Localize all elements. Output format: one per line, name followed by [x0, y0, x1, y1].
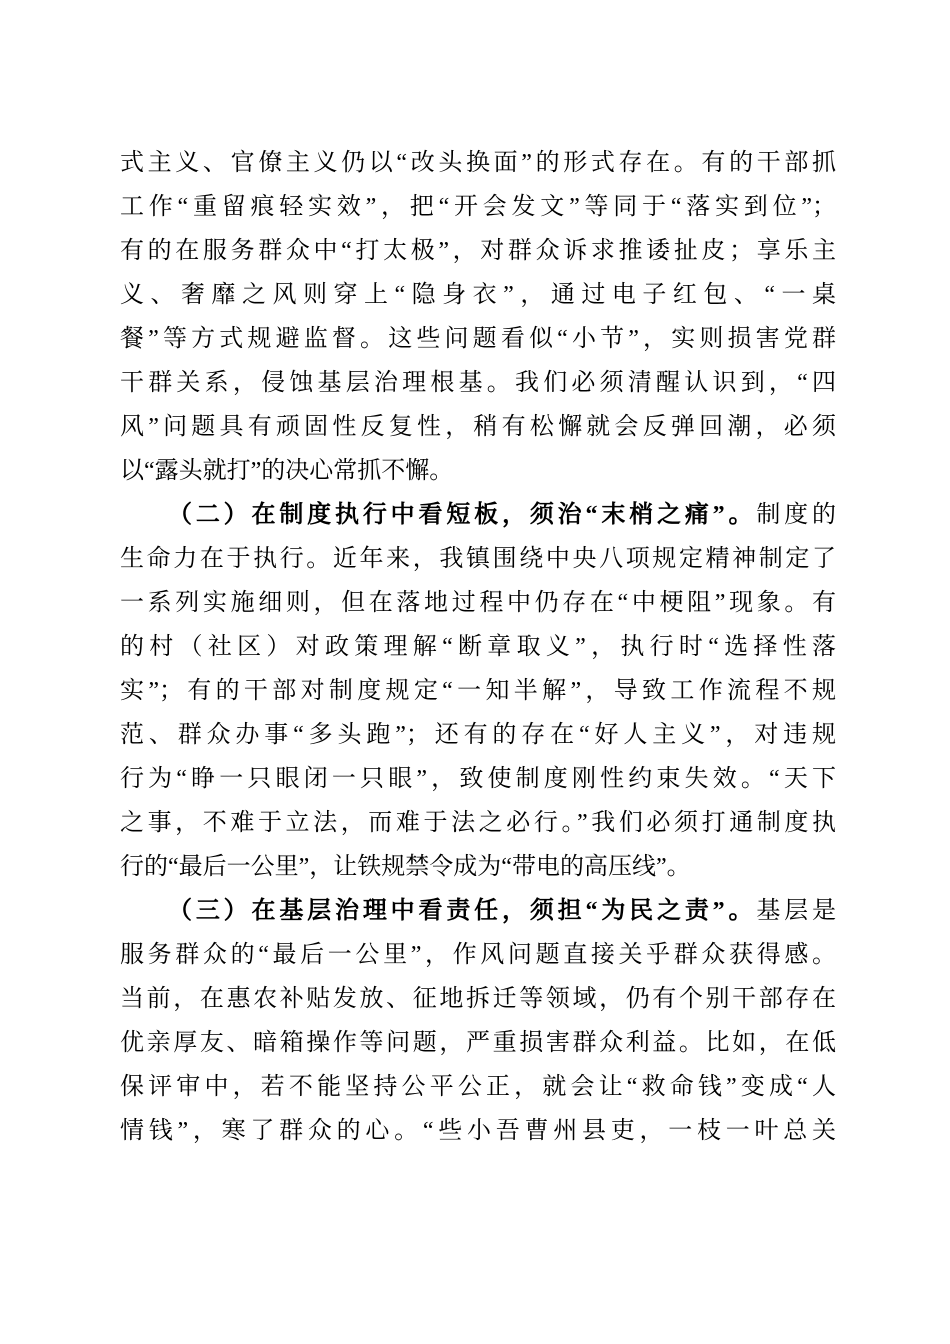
body-text: 行为“睁一只眼闭一只眼”，致使制度刚性约束失效。“天下	[120, 766, 836, 792]
para-section-three-line-1	[120, 889, 836, 933]
para-section-two-line-1	[120, 493, 836, 537]
body-text: 之事，不难于立法，而难于法之必行。”我们必须打通制度执	[120, 810, 836, 836]
para-section-two-line-7	[120, 757, 836, 801]
body-text: 一系列实施细则，但在落地过程中仍存在“中梗阻”现象。有	[120, 590, 836, 616]
para-four-winds-line-7	[120, 405, 836, 449]
para-section-two-line-3	[120, 581, 836, 625]
para-four-winds-line-4	[120, 273, 836, 317]
para-section-two-line-5	[120, 669, 836, 713]
body-text: 义、奢靡之风则穿上“隐身衣”，通过电子红包、“一桌	[120, 282, 836, 308]
body-text: 工作“重留痕轻实效”，把“开会发文”等同于“落实到位”；	[120, 194, 836, 220]
para-four-winds-line-8	[120, 449, 836, 493]
body-text: 实”；有的干部对制度规定“一知半解”，导致工作流程不规	[120, 678, 836, 704]
body-text: 餐”等方式规避监督。这些问题看似“小节”，实则损害党群	[120, 326, 836, 352]
body-text: 情钱”，寒了群众的心。“些小吾曹州县吏，一枝一叶总关	[120, 1118, 836, 1144]
body-text: 的村（社区）对政策理解“断章取义”，执行时“选择性落	[120, 634, 836, 660]
para-four-winds-line-6	[120, 361, 836, 405]
body-text: 范、群众办事“多头跑”；还有的存在“好人主义”，对违规	[120, 722, 836, 748]
body-text: 干群关系，侵蚀基层治理根基。我们必须清醒认识到，“四	[120, 370, 836, 396]
body-text: 基层是	[756, 898, 836, 924]
para-section-three-line-3	[120, 977, 836, 1021]
body-text: 优亲厚友、暗箱操作等问题，严重损害群众利益。比如，在低	[120, 1030, 836, 1056]
body-text: 行的“最后一公里”，让铁规禁令成为“带电的高压线”。	[120, 854, 691, 880]
para-section-two-line-9	[120, 845, 836, 889]
body-text: 有的在服务群众中“打太极”，对群众诉求推诿扯皮；享乐主	[120, 238, 836, 264]
document-body	[120, 141, 836, 1153]
para-section-three-line-6	[120, 1109, 836, 1153]
section-heading-text: （二）在制度执行中看短板，须治“末梢之痛”。	[168, 502, 757, 528]
para-section-two-line-8	[120, 801, 836, 845]
para-section-two-line-4	[120, 625, 836, 669]
para-four-winds-line-2	[120, 185, 836, 229]
body-text: 以“露头就打”的决心常抓不懈。	[120, 458, 454, 484]
body-text: 保评审中，若不能坚持公平公正，就会让“救命钱”变成“人	[120, 1074, 836, 1100]
body-text: 生命力在于执行。近年来，我镇围绕中央八项规定精神制定了	[120, 546, 836, 572]
para-section-three-line-2	[120, 933, 836, 977]
para-four-winds-line-5	[120, 317, 836, 361]
para-section-three-line-5	[120, 1065, 836, 1109]
section-heading-text: （三）在基层治理中看责任，须担“为民之责”。	[168, 898, 757, 924]
body-text: 式主义、官僚主义仍以“改头换面”的形式存在。有的干部抓	[120, 150, 836, 176]
para-section-two-line-2	[120, 537, 836, 581]
para-section-three-line-4	[120, 1021, 836, 1065]
body-text: 服务群众的“最后一公里”，作风问题直接关乎群众获得感。	[120, 942, 836, 968]
para-section-two-line-6	[120, 713, 836, 757]
body-text: 风”问题具有顽固性反复性，稍有松懈就会反弹回潮，必须	[120, 414, 836, 440]
body-text: 当前，在惠农补贴发放、征地拆迁等领域，仍有个别干部存在	[120, 986, 836, 1012]
para-four-winds-line-3	[120, 229, 836, 273]
para-four-winds-line-1	[120, 141, 836, 185]
body-text: 制度的	[756, 502, 836, 528]
